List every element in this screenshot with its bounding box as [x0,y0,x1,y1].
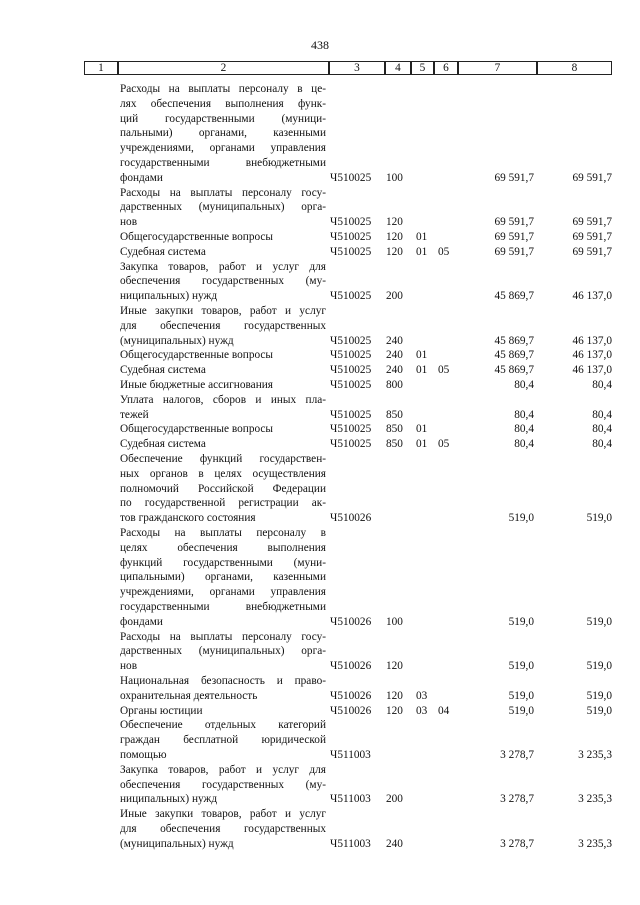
description-line: Общегосударственные вопросы [120,231,273,243]
header-col-4: 4 [385,61,411,75]
row-description [120,348,326,363]
amount-year-1: 3 278,7 [500,837,534,850]
target-article-code: Ч510026 [330,704,372,717]
target-article-code: Ч511003 [330,793,371,806]
target-article-code: Ч510025 [330,364,372,377]
row-description [120,363,326,378]
table-row [0,378,640,393]
amount-year-1: 69 591,7 [494,171,534,184]
amount-year-2: 519,0 [586,660,612,673]
amount-year-1: 69 591,7 [494,216,534,229]
target-article-code: Ч511003 [330,748,371,761]
description-line: Иные бюджетные ассигнования [120,379,273,391]
amount-year-1: 519,0 [508,660,534,673]
description-line: функций государственными (муни- [120,556,326,569]
row-description [120,452,326,526]
amount-year-2: 80,4 [592,379,612,391]
description-line: Национальная безопасность и право- [120,675,326,687]
target-article-code: Ч510025 [330,438,372,451]
table-row [0,718,640,762]
amount-year-1: 80,4 [514,423,534,436]
expense-type-code: 120 [386,660,403,673]
row-description [120,304,326,348]
description-line: пальными) органами, казенными [120,127,326,140]
description-line: Органы юстиции [120,704,203,717]
expense-type-code: 240 [386,837,403,850]
row-description [120,230,326,245]
description-line: обеспечения государственных (му- [120,275,326,288]
description-line: Судебная система [120,245,206,258]
header-col-2: 2 [118,61,329,75]
expense-type-code: 240 [386,349,403,362]
description-line: Иные закупки товаров, работ и услуг [120,305,326,317]
description-line: Уплата налогов, сборов и иных пла- [120,393,326,406]
table-row [0,630,640,674]
table-row [0,704,640,719]
amount-year-2: 3 235,3 [578,793,612,806]
description-line: фондами [120,171,163,184]
amount-year-2: 46 137,0 [572,334,612,347]
expense-type-code: 120 [386,704,403,717]
expense-type-code: 800 [386,379,403,391]
amount-year-1: 45 869,7 [494,290,534,303]
expense-type-code: 850 [386,408,403,421]
description-line: фондами [120,615,163,628]
amount-year-2: 80,4 [592,408,612,421]
description-line: (муниципальных) нужд [120,334,234,347]
table-row [0,437,640,452]
row-description [120,422,326,437]
section-code: 01 [416,364,428,377]
amount-year-2: 519,0 [586,704,612,717]
row-description [120,378,326,393]
table-row [0,82,640,186]
expense-type-code: 240 [386,364,403,377]
amount-year-1: 519,0 [508,704,534,717]
amount-year-1: 80,4 [514,408,534,421]
amount-year-2: 69 591,7 [572,216,612,229]
row-description [120,245,326,260]
target-article-code: Ч510025 [330,379,372,391]
description-line: Расходы на выплаты персоналу в [120,527,326,539]
row-description [120,630,326,674]
target-article-code: Ч510025 [330,423,372,436]
expense-type-code: 120 [386,689,403,702]
row-description [120,437,326,452]
subsection-code: 04 [438,704,450,717]
description-line: ниципальных) нужд [120,290,218,303]
expense-type-code: 100 [386,171,403,184]
amount-year-2: 69 591,7 [572,231,612,243]
table-row [0,230,640,245]
target-article-code: Ч510025 [330,408,372,421]
amount-year-2: 69 591,7 [572,171,612,184]
description-line: Расходы на выплаты персоналу госу- [120,186,326,199]
expense-type-code: 100 [386,615,403,628]
description-line: ных органов в целях осуществления [120,467,326,480]
table-row [0,526,640,630]
expense-type-code: 850 [386,438,403,451]
description-line: целях обеспечения выполнения [120,541,326,554]
amount-year-1: 80,4 [514,379,534,391]
row-description [120,674,326,704]
description-line: учреждениями, органами управления [120,586,326,599]
amount-year-1: 69 591,7 [494,231,534,243]
row-description [120,82,326,186]
description-line: обеспечения государственных (му- [120,778,326,791]
description-line: ций государственными (муници- [120,112,326,125]
description-line: Закупка товаров, работ и услуг для [120,260,326,273]
amount-year-1: 45 869,7 [494,349,534,362]
amount-year-1: 3 278,7 [500,793,534,806]
table-row [0,422,640,437]
amount-year-1: 3 278,7 [500,748,534,761]
expense-type-code: 850 [386,423,403,436]
target-article-code: Ч510026 [330,512,372,525]
description-line: помощью [120,748,167,761]
description-line: лях обеспечения выполнения функ- [120,97,326,110]
row-description [120,393,326,423]
target-article-code: Ч510025 [330,245,372,258]
amount-year-1: 519,0 [508,615,534,628]
target-article-code: Ч510025 [330,216,372,229]
description-line: Закупка товаров, работ и услуг для [120,763,326,776]
section-code: 01 [416,349,428,362]
description-line: Общегосударственные вопросы [120,349,273,362]
table-row [0,363,640,378]
table-row [0,260,640,304]
description-line: охранительная деятельность [120,689,258,702]
target-article-code: Ч511003 [330,837,371,850]
description-line: дарственных (муниципальных) орга- [120,201,326,214]
description-line: дарственных (муниципальных) орга- [120,645,326,658]
header-col-6: 6 [434,61,458,75]
description-line: Обеспечение отдельных категорий [120,719,326,732]
table-row [0,245,640,260]
amount-year-1: 45 869,7 [494,334,534,347]
table-row [0,674,640,704]
amount-year-2: 519,0 [586,512,612,525]
amount-year-2: 46 137,0 [572,290,612,303]
expense-type-code: 120 [386,245,403,258]
row-description [120,718,326,762]
target-article-code: Ч510025 [330,334,372,347]
target-article-code: Ч510025 [330,349,372,362]
description-line: по государственной регистрации ак- [120,497,326,510]
description-line: нов [120,660,138,673]
description-line: ципальными) органами, казенными [120,571,326,584]
table-row [0,452,640,526]
amount-year-2: 3 235,3 [578,837,612,850]
row-description [120,807,326,851]
header-col-5: 5 [411,61,434,75]
table-row [0,393,640,423]
description-line: государственными внебюджетными [120,156,326,169]
section-code: 03 [416,704,428,717]
description-line: Общегосударственные вопросы [120,423,273,436]
amount-year-2: 46 137,0 [572,364,612,377]
target-article-code: Ч510026 [330,660,372,673]
table-row [0,348,640,363]
table-row [0,807,640,851]
description-line: учреждениями, органами управления [120,142,326,155]
description-line: Обеспечение функций государствен- [120,453,326,465]
section-code: 03 [416,689,428,702]
header-col-7: 7 [458,61,537,75]
description-line: ниципальных) нужд [120,793,218,806]
amount-year-1: 45 869,7 [494,364,534,377]
row-description [120,526,326,630]
target-article-code: Ч510025 [330,290,372,303]
header-col-1: 1 [84,61,118,75]
target-article-code: Ч510025 [330,171,372,184]
description-line: тов гражданского состояния [120,512,256,525]
section-code: 01 [416,245,428,258]
expense-type-code: 120 [386,231,403,243]
row-description [120,260,326,304]
description-line: для обеспечения государственных [120,319,326,332]
description-line: государственными внебюджетными [120,600,326,613]
description-line: для обеспечения государственных [120,822,326,835]
target-article-code: Ч510026 [330,689,372,702]
amount-year-2: 80,4 [592,438,612,451]
expense-type-code: 120 [386,216,403,229]
target-article-code: Ч510026 [330,615,372,628]
description-line: Судебная система [120,364,206,377]
section-code: 01 [416,438,428,451]
amount-year-1: 69 591,7 [494,245,534,258]
amount-year-2: 69 591,7 [572,245,612,258]
header-col-3: 3 [329,61,385,75]
description-line: граждан бесплатной юридической [120,734,326,747]
row-description [120,704,326,719]
amount-year-1: 80,4 [514,438,534,451]
subsection-code: 05 [438,364,450,377]
amount-year-2: 3 235,3 [578,748,612,761]
description-line: полномочий Российской Федерации [120,482,326,495]
table-row [0,186,640,230]
row-description [120,763,326,807]
amount-year-2: 519,0 [586,615,612,628]
header-col-8: 8 [537,61,612,75]
expense-type-code: 200 [386,793,403,806]
description-line: Иные закупки товаров, работ и услуг [120,808,326,821]
expense-type-code: 240 [386,334,403,347]
table-row [0,763,640,807]
description-line: нов [120,216,138,229]
description-line: тежей [120,408,149,421]
description-line: Расходы на выплаты персоналу в це- [120,83,326,95]
amount-year-1: 519,0 [508,689,534,702]
subsection-code: 05 [438,438,450,451]
subsection-code: 05 [438,245,450,258]
amount-year-2: 46 137,0 [572,349,612,362]
description-line: Судебная система [120,438,206,451]
description-line: Расходы на выплаты персоналу госу- [120,630,326,643]
row-description [120,186,326,230]
expense-type-code: 200 [386,290,403,303]
section-code: 01 [416,423,428,436]
amount-year-2: 80,4 [592,423,612,436]
amount-year-1: 519,0 [508,512,534,525]
description-line: (муниципальных) нужд [120,837,234,850]
table-row [0,304,640,348]
target-article-code: Ч510025 [330,231,372,243]
amount-year-2: 519,0 [586,689,612,702]
page-number: 438 [311,38,329,52]
section-code: 01 [416,231,428,243]
